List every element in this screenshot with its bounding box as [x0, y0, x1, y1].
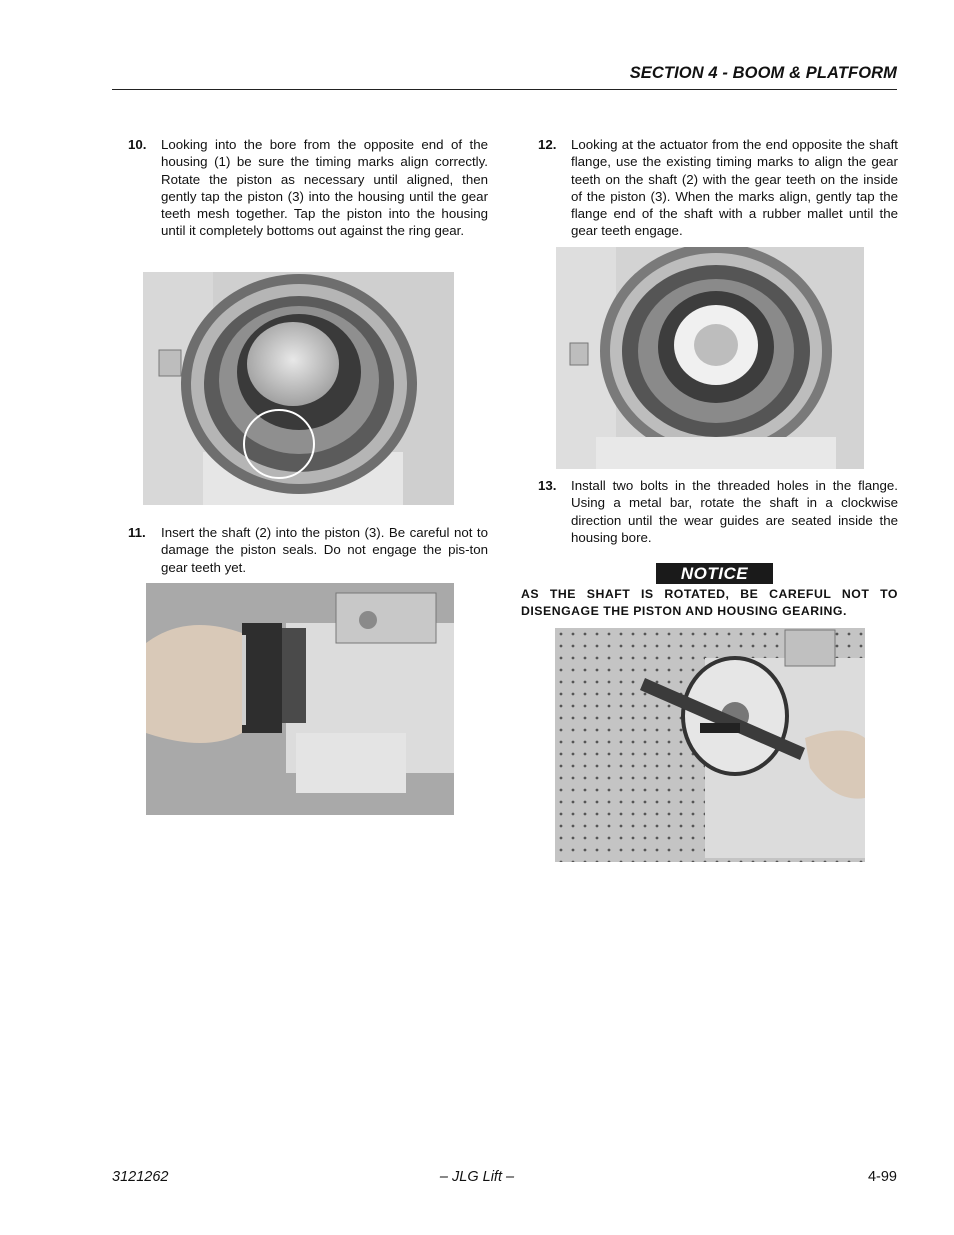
step-number: 13.	[538, 478, 557, 493]
footer-page-number: 4-99	[867, 1169, 897, 1185]
step-10	[128, 136, 488, 240]
step-number: 10.	[128, 137, 147, 152]
header-rule	[112, 89, 897, 90]
actuator-end-photo	[556, 247, 864, 469]
step-11	[128, 524, 488, 576]
step-text: Install two bolts in the threaded holes in the flange. Using a metal bar, rotate the shaft in a clockwise direction until the wear guides are seated inside the housing bore.	[571, 478, 898, 545]
housing-bore-photo	[143, 272, 454, 505]
shaft-rotation-photo	[555, 628, 865, 862]
notice-text: AS THE SHAFT IS ROTATED, BE CAREFUL NOT TO DISENGAGE THE PISTON AND HOUSING GEARING.	[521, 587, 898, 618]
step-text: Looking into the bore from the opposite end of the housing (1) be sure the timing marks align correctly. Rotate the piston as necessary until aligned, then gently tap the piston (3) into the housing until the gear teeth mesh together. Tap the piston into the housing until it completely bottoms out against the ring gear.	[161, 137, 488, 239]
notice-badge: NOTICE	[656, 563, 773, 584]
step-number: 11.	[128, 525, 146, 540]
footer-publisher: – JLG Lift –	[439, 1169, 515, 1185]
step-text: Insert the shaft (2) into the piston (3). Be careful not to damage the piston seals. Do not engage the pis-ton gear teeth yet.	[161, 525, 488, 575]
step-number: 12.	[538, 137, 557, 152]
step-text: Looking at the actuator from the end opposite the shaft flange, use the existing timing marks to align the gear teeth on the shaft (2) with the gear teeth on the inside of the piston (3). When the marks align, gently tap the flange end of the shaft with a rubber mallet until the gear teeth engage.	[571, 137, 898, 239]
section-title: SECTION 4 - BOOM & PLATFORM	[629, 64, 897, 82]
shaft-insertion-photo	[146, 583, 454, 815]
step-13	[538, 477, 898, 546]
step-12	[538, 136, 898, 240]
footer-doc-number: 3121262	[112, 1169, 169, 1185]
